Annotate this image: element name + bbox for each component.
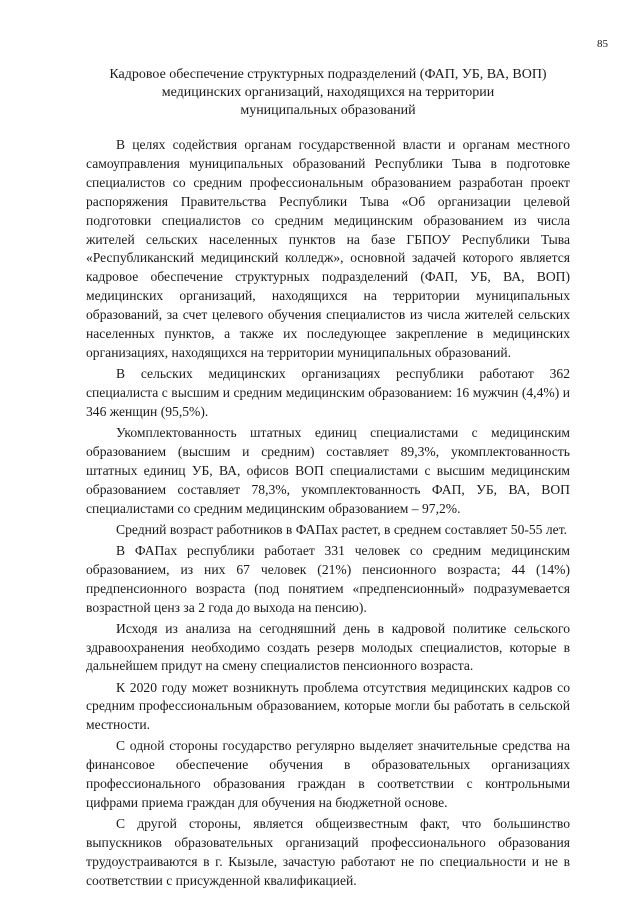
- paragraph: С другой стороны, является общеизвестным факт, что большинство выпускников образовательных организаций профессионального образования трудоустраиваются в г. Кызыле, зачастую работают не по специальности и не в соответствии с присужденной квалификацией.: [86, 816, 570, 888]
- paragraph: С одной стороны государство регулярно выделяет значительные средства на финансовое обеспечение обучения в образовательных организациях профессионального образования граждан в соответствии с контрольными цифрами приема граждан для обучения на бюджетной основе.: [86, 738, 570, 811]
- title-line: муниципальных образований: [240, 103, 416, 118]
- page-number: 85: [597, 38, 608, 50]
- paragraph: В целях содействия органам государственной власти и органам местного самоуправления муниципальных образований Республики Тыва в подготовке специалистов со средним профессиональным образованием разработан проект распоряжения Правительства Республики Тыва «Об организации целевой подготовки специалистов со средним медицинским образованием из числа жителей сельских населенных пунктов на базе ГБПОУ Республики Тыва «Республиканский медицинский колледж», основной задачей которого является кадровое обеспечение структурных подразделений (ФАП, УБ, ВА, ВОП) медицинских организаций, находящихся на территории муниципальных образований, за счет целевого обучения специалистов из числа жителей сельских населенных пунктов, а также их последующее закрепление в медицинских организациях, находящихся на территории муниципальных образований.: [86, 137, 570, 360]
- title-line: Кадровое обеспечение структурных подразделений (ФАП, УБ, ВА, ВОП): [109, 67, 547, 82]
- paragraph: В сельских медицинских организациях республики работают 362 специалиста с высшим и средним медицинским образованием: 16 мужчин (4,4%) и 346 женщин (95,5%).: [86, 366, 570, 419]
- paragraph: Укомплектованность штатных единиц специалистами с медицинским образованием (высшим и средним) составляет 89,3%, укомплектованность штатных единиц УБ, ВА, офисов ВОП специалистами с высшим медицинским образованием составляет 78,3%, укомплектованность ФАП, УБ, ВА, ВОП специалистами со средним медицинским образованием – 97,2%.: [86, 424, 570, 516]
- body-text: [86, 136, 570, 893]
- paragraph: К 2020 году может возникнуть проблема отсутствия медицинских кадров со средним профессиональным образованием, которые могли бы работать в сельской местности.: [86, 679, 570, 733]
- section-title: [86, 66, 570, 120]
- paragraph: Исходя из анализа на сегодняшний день в кадровой политике сельского здравоохранения необходимо создать резерв молодых специалистов, которые в дальнейшем придут на смену специалистов пенсионного возраста.: [86, 620, 570, 674]
- paragraph: В ФАПах республики работает 331 человек со средним медицинским образованием, из них 67 человек (21%) пенсионного возраста; 44 (14%) предпенсионного возраста (под понятием «предпенсионный» подразумевается возрастной ценз за 2 года до выхода на пенсию).: [86, 542, 570, 615]
- paragraph: Средний возраст работников в ФАПах растет, в среднем составляет 50-55 лет.: [116, 521, 568, 537]
- title-line: медицинских организаций, находящихся на территории: [161, 85, 495, 100]
